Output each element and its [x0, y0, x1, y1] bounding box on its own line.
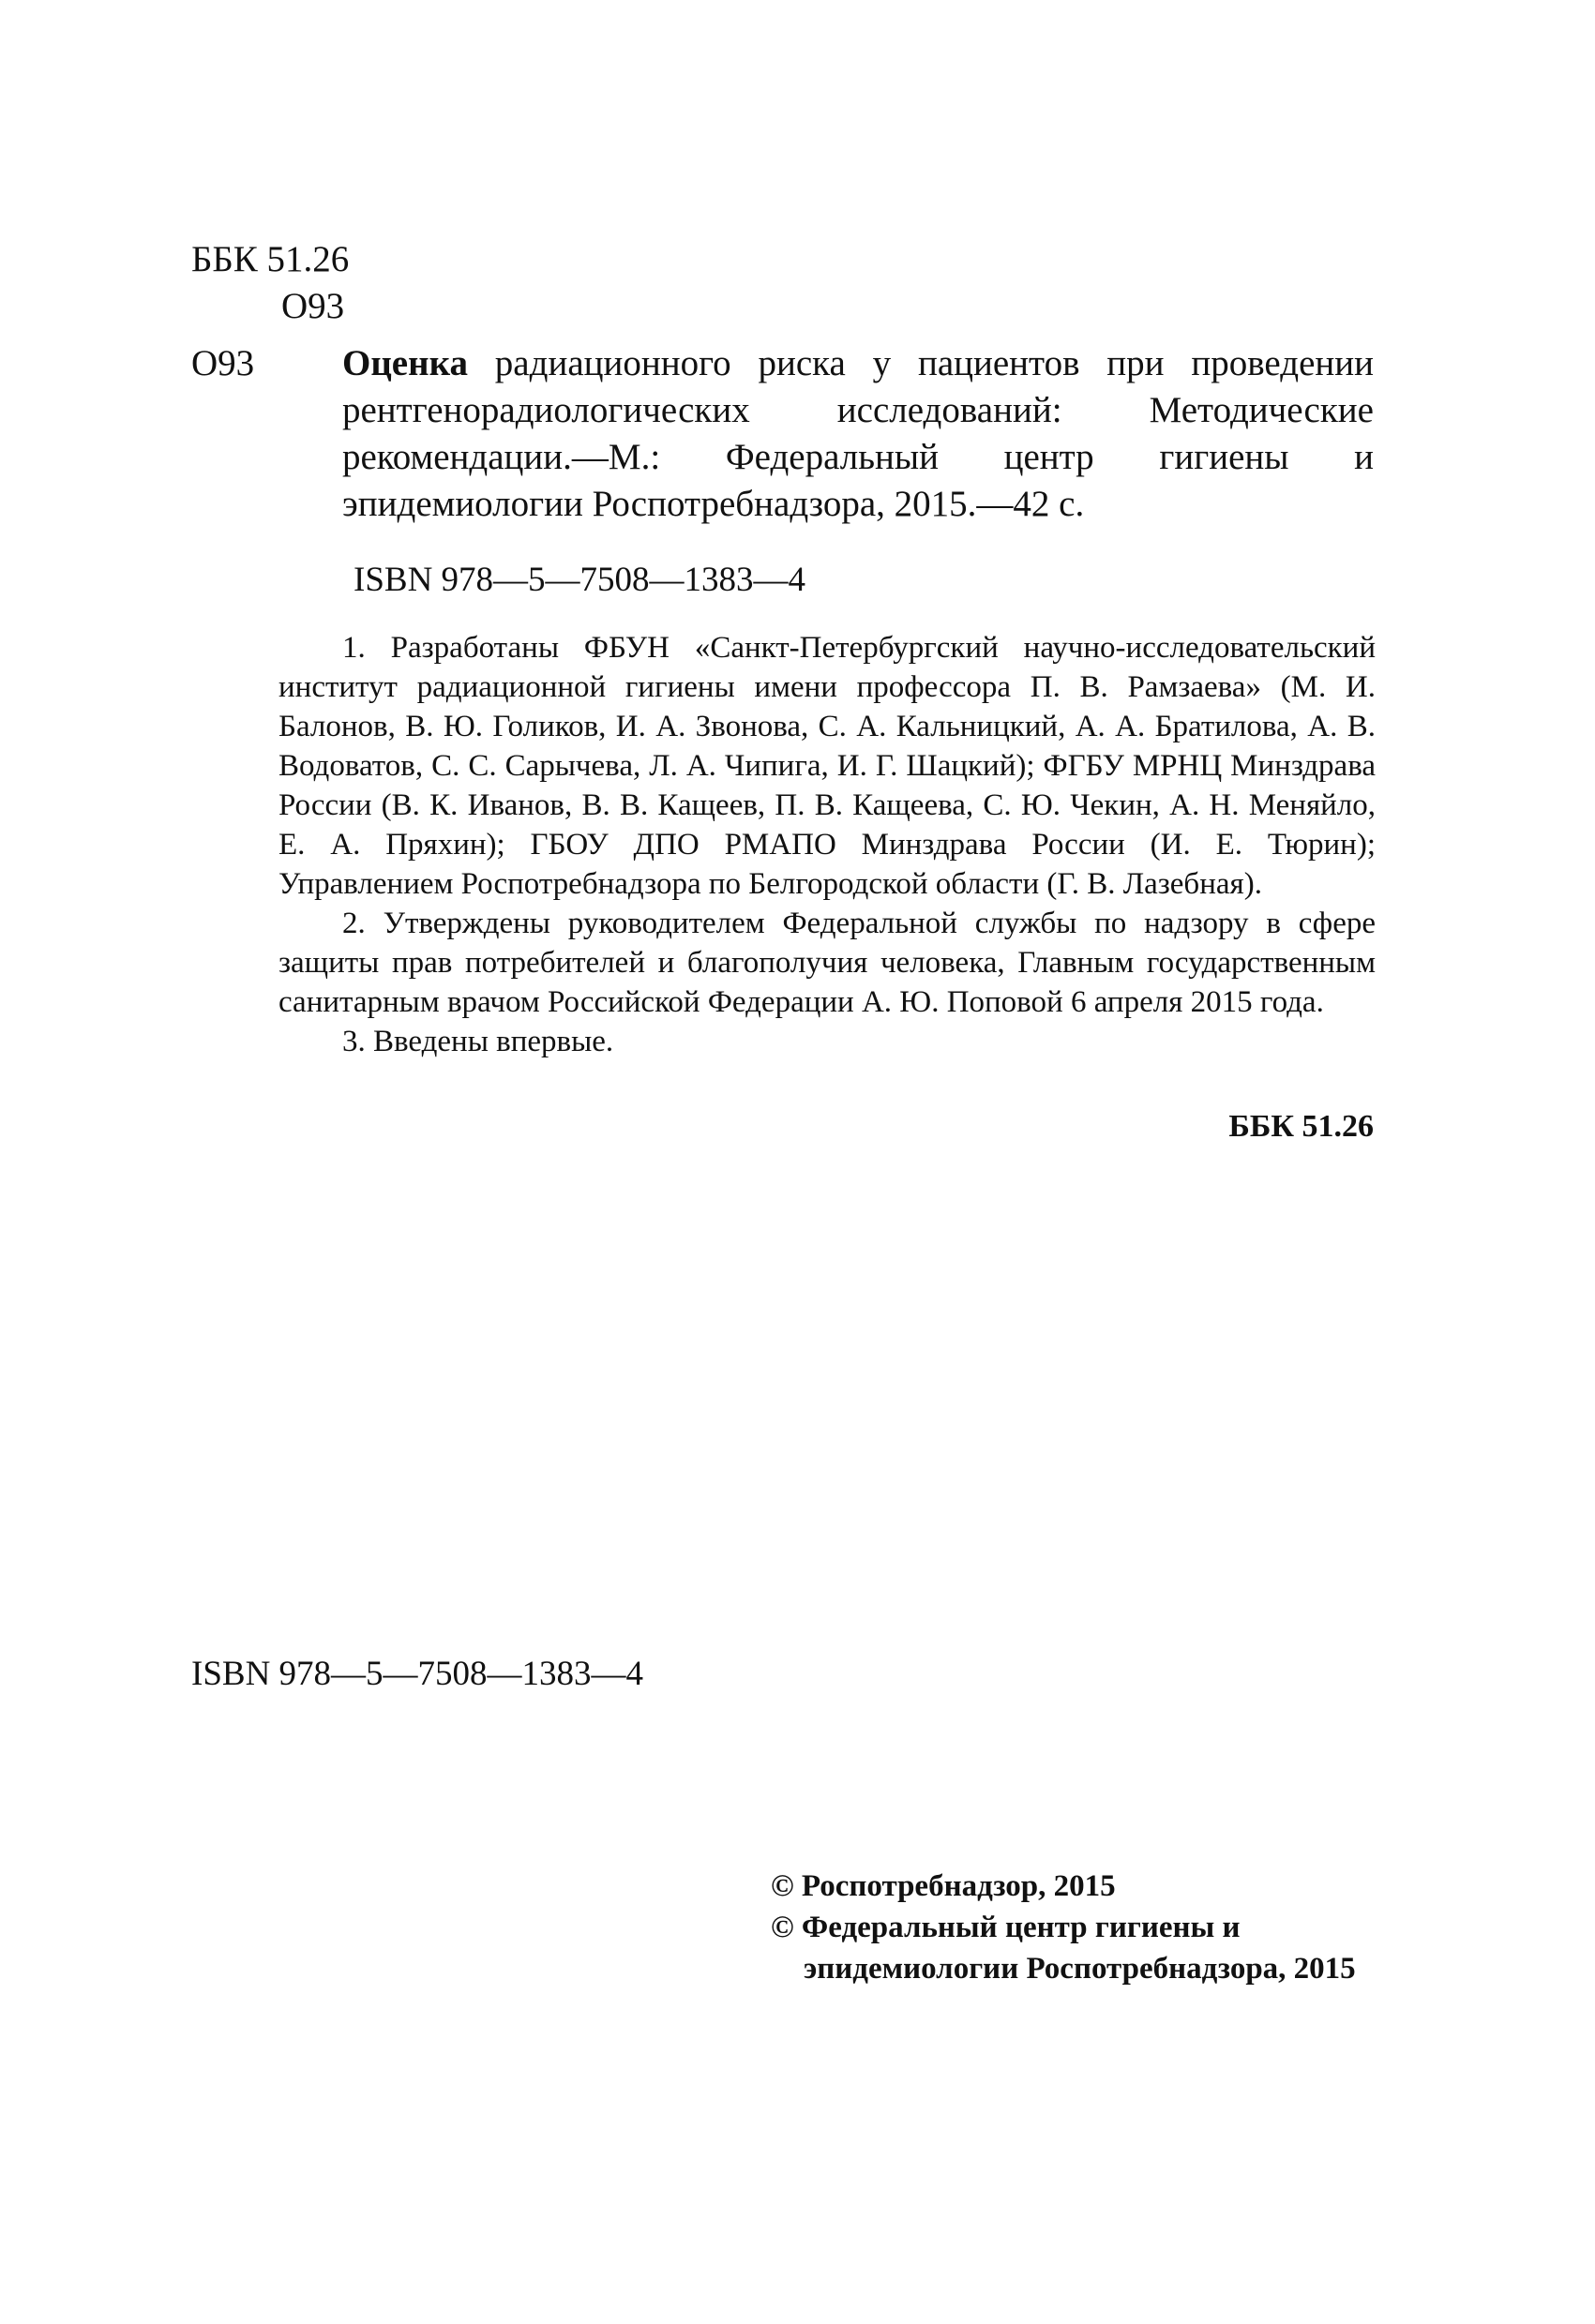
bbk-index-right: ББК 51.26	[1228, 1109, 1374, 1144]
note-approved: 2. Утверждены руководителем Федеральной службы по надзору в сфере защиты прав потребителей и благополучия человека, Главным государственным санитарным врачом Российской Федерации А. Ю. Поповой 6 апреля 2015 года.	[278, 907, 1376, 1019]
entry-code: О93	[191, 343, 255, 383]
note-developers: 1. Разработаны ФБУН «Санкт-Петербургский научно-исследовательский институт радиационной гигиены имени профессора П. В. Рамзаева» (М. И. Балонов, В. Ю. Голиков, И. А. Звонова, С. А. Кальницкий, А. А. Братилова, А. В. Водоватов, С. С. Сарычева, Л. А. Чипига, И. Г. Шацкий); ФГБУ МРНЦ Минздрава России (В. К. Иванов, В. В. Кащеев, П. В. Кащеева, С. Ю. Чекин, А. Н. Меняйло, Е. А. Пряхин); ГБОУ ДПО РМАПО Минздрава России (И. Е. Тюрин); Управлением Роспотребнадзора по Белгородской области (Г. В. Лазебная).	[278, 631, 1376, 901]
description-text: радиационного риска у пациентов при проведении рентгенорадиологических исследований: Методические рекомендации.—М.: Федеральный центр гигиены и эпидемиологии Роспотребнадзора, 2015.—42 с.	[342, 343, 1374, 524]
copyright-line-3: эпидемиологии Роспотребнадзора, 2015	[804, 1952, 1356, 1986]
isbn-bottom: ISBN 978—5—7508—1383—4	[191, 1655, 644, 1693]
isbn-line: ISBN 978—5—7508—1383—4	[354, 561, 806, 599]
note-introduced: 3. Введены впервые.	[342, 1025, 614, 1058]
notes-block	[278, 628, 1376, 1061]
author-code: О93	[281, 286, 345, 326]
bibliographic-description	[342, 340, 1374, 528]
bbk-index: ББК 51.26	[191, 239, 350, 279]
copyright-line-1: © Роспотребнадзор, 2015	[771, 1869, 1116, 1903]
title-keyword: Оценка	[342, 343, 468, 383]
copyright-block	[771, 1866, 1356, 1989]
copyright-line-2: © Федеральный центр гигиены и	[771, 1911, 1241, 1944]
